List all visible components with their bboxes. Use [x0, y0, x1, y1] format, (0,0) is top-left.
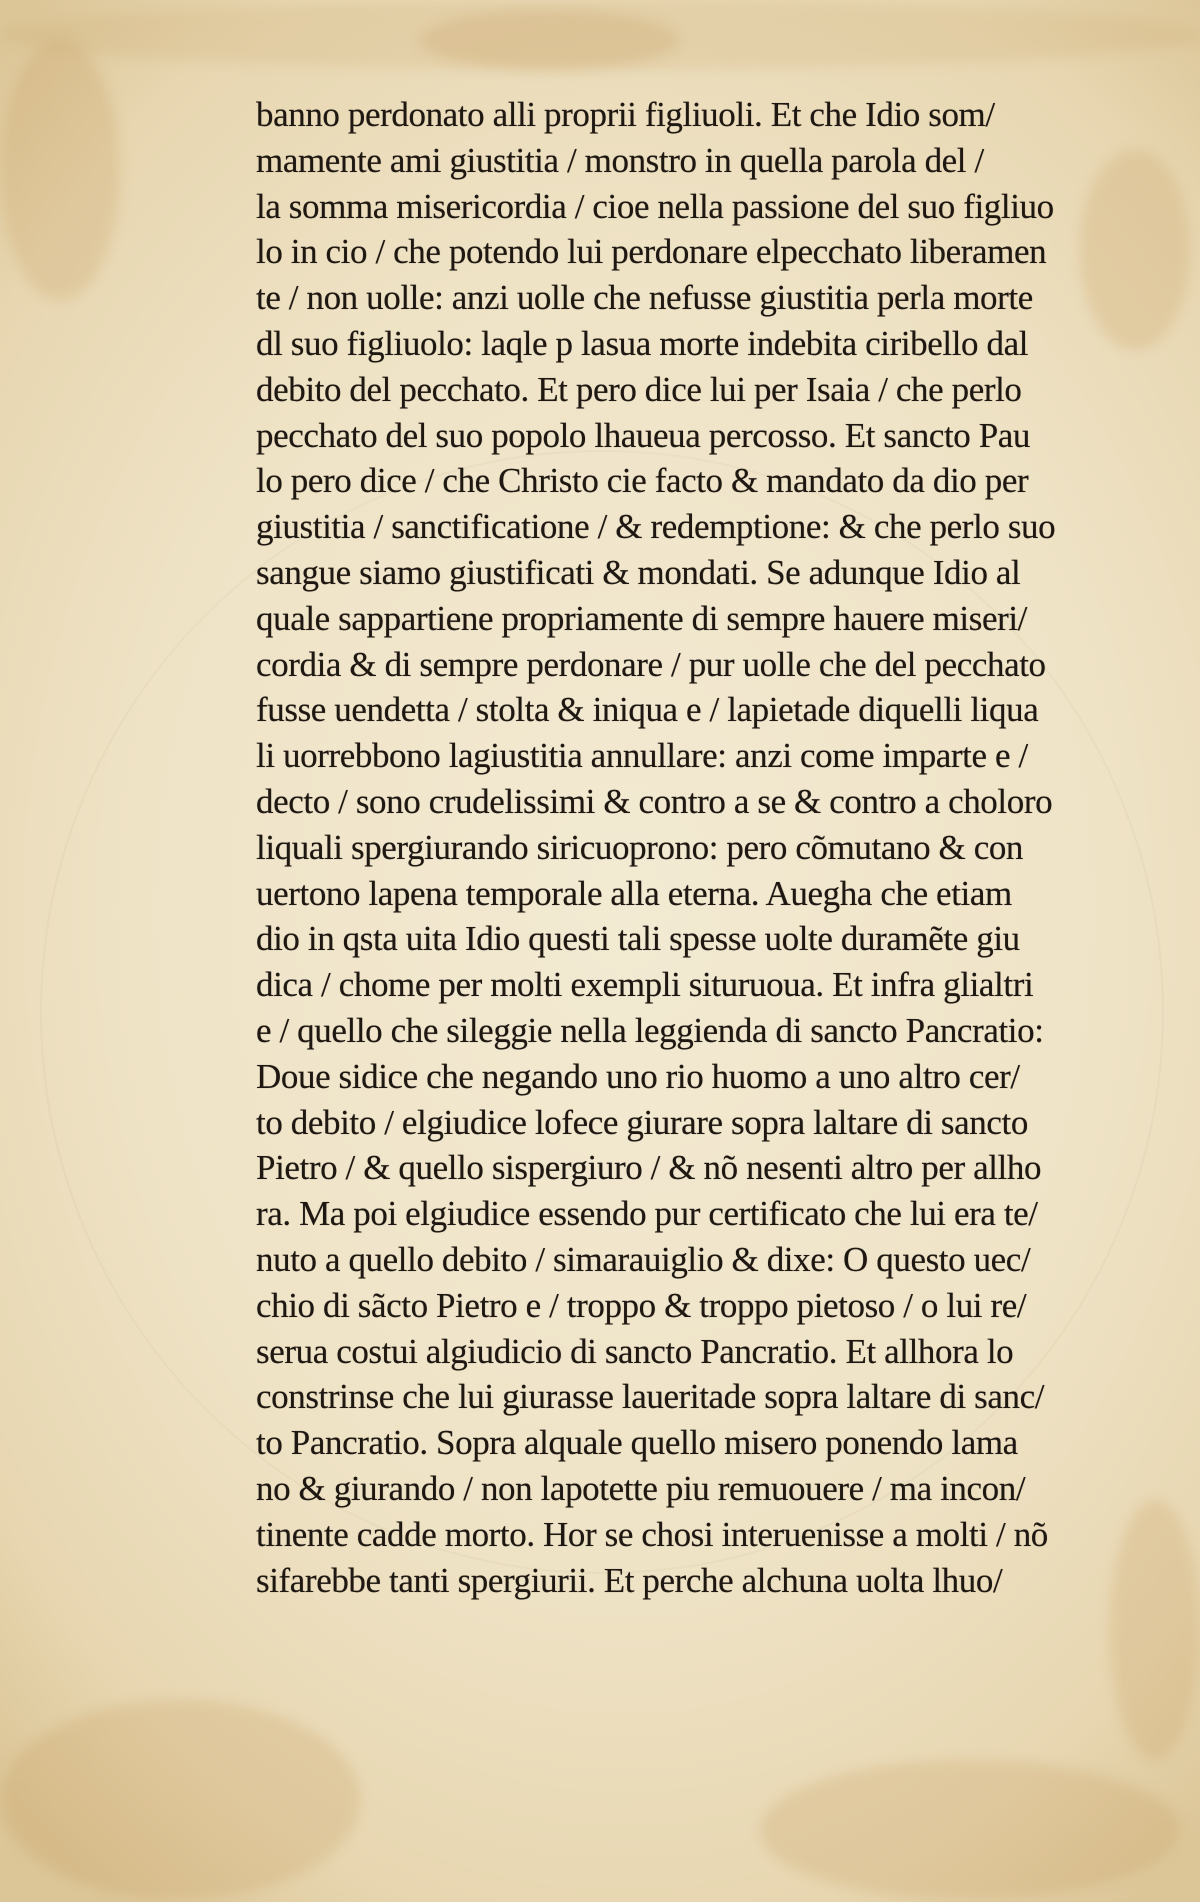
text-line: mamente ami giustitia / monstro in quella parola del /	[256, 140, 984, 180]
text-line: li uorrebbono lagiustitia annullare: anzi come imparte e /	[256, 736, 1028, 776]
text-line: dl suo figliuolo: laqle p lasua morte indebita ciribello dal	[256, 323, 1029, 363]
text-line: Pietro / & quello sispergiuro / & nõ nesenti altro per allho	[256, 1148, 1042, 1188]
page-stain	[0, 40, 120, 300]
text-line: e / quello che sileggie nella leggienda di sancto Pancratio:	[256, 1010, 1044, 1050]
text-line: quale sappartiene propriamente di sempre hauere miseri/	[256, 598, 1028, 638]
page-stain	[0, 0, 1200, 70]
text-line: sangue siamo giustificati & mondati. Se adunque Idio al	[256, 552, 1021, 592]
text-line: chio di sãcto Pietro e / troppo & troppo pietoso / o lui re/	[256, 1285, 1027, 1325]
text-line: uertono lapena temporale alla eterna. Auegha che etiam	[256, 873, 1012, 913]
text-line: sifarebbe tanti spergiurii. Et perche alchuna uolta lhuo/	[256, 1560, 1003, 1600]
text-line: nuto a quello debito / simarauiglio & dixe: O questo uec/	[256, 1239, 1031, 1279]
text-line: banno perdonato alli proprii figliuoli. Et che Idio som/	[256, 95, 995, 134]
page-stain	[760, 1760, 1180, 1900]
text-line: debito del pecchato. Et pero dice lui per Isaia / che perlo	[256, 369, 1022, 409]
text-line: pecchato del suo popolo lhaueua percosso. Et sancto Pau	[256, 415, 1031, 455]
body-text	[256, 92, 1126, 1603]
text-line: tinente cadde morto. Hor se chosi interuenisse a molti / nõ	[256, 1514, 1048, 1554]
text-line: lo pero dice / che Christo cie facto & mandato da dio per	[256, 461, 1029, 501]
page-stain	[0, 1700, 360, 1900]
text-line: te / non uolle: anzi uolle che nefusse giustitia perla morte	[256, 278, 1033, 318]
text-line: to debito / elgiudice lofece giurare sopra laltare di sancto	[256, 1102, 1028, 1142]
text-line: cordia & di sempre perdonare / pur uolle che del pecchato	[256, 644, 1046, 684]
text-line: Doue sidice che negando uno rio huomo a uno altro cer/	[256, 1056, 1020, 1096]
page-stain	[420, 10, 680, 70]
text-line: decto / sono crudelissimi & contro a se & contro a choloro	[256, 781, 1053, 821]
text-line: ra. Ma poi elgiudice essendo pur certificato che lui era te/	[256, 1194, 1038, 1234]
text-line: giustitia / sanctificatione / & redemptione: & che perlo suo	[256, 507, 1056, 547]
text-line: dica / chome per molti exempli situruoua. Et infra glialtri	[256, 965, 1034, 1005]
text-line: fusse uendetta / stolta & iniqua e / lapietade diquelli liqua	[256, 690, 1039, 730]
text-line: liquali spergiurando siricuoprono: pero cõmutano & con	[256, 827, 1024, 867]
text-line: no & giurando / non lapotette piu remuouere / ma incon/	[256, 1468, 1026, 1508]
text-line: la somma misericordia / cioe nella passione del suo figliuo	[256, 186, 1054, 226]
text-line: constrinse che lui giurasse laueritade sopra laltare di sanc/	[256, 1377, 1045, 1417]
text-line: lo in cio / che potendo lui perdonare elpecchato liberamen	[256, 232, 1047, 272]
text-line: serua costui algiudicio di sancto Pancratio. Et allhora lo	[256, 1331, 1014, 1371]
text-line: to Pancratio. Sopra alquale quello misero ponendo lama	[256, 1423, 1018, 1463]
text-line: dio in qsta uita Idio questi tali spesse uolte duramẽte giu	[256, 919, 1020, 959]
